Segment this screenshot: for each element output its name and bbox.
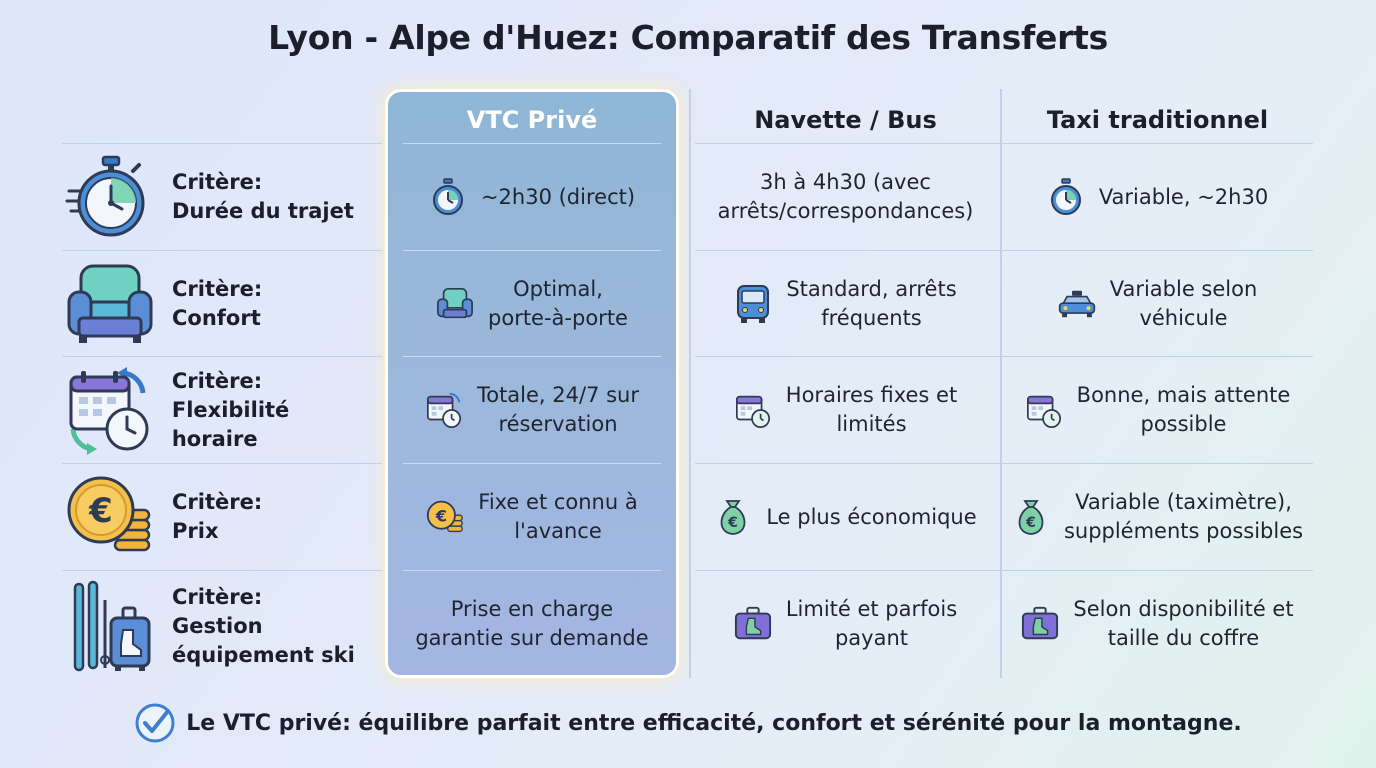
cell-text: Totale, 24/7 sur réservation: [476, 383, 640, 436]
ski-boot-suitcase-icon: [734, 605, 772, 643]
row-divider: [62, 463, 382, 464]
cell-vtc-flexibility: [388, 357, 676, 463]
cell-text: Fixe et connu à l'avance: [478, 490, 638, 543]
money-bag-icon: [1012, 498, 1050, 536]
svg-text:€: €: [1026, 515, 1036, 531]
cell-bus-ski: [691, 571, 1000, 677]
footer-summary: [0, 700, 1376, 746]
cell-text: Variable, ~2h30: [1098, 184, 1269, 209]
cell-text: Prise en charge garantie sur demande: [415, 597, 649, 650]
cell-text: 3h à 4h30 (avec arrêts/correspondances): [717, 170, 974, 223]
cell-vtc-price: [388, 464, 676, 570]
stopwatch-icon: [429, 178, 467, 216]
criterion-label: Critère: Gestion équipement ski: [172, 584, 355, 667]
euro-coins-icon: [426, 498, 464, 536]
criterion-duration: [62, 151, 382, 243]
cell-bus-comfort: [691, 251, 1000, 356]
cell-vtc-comfort: [388, 251, 676, 356]
column-header-bus: Navette / Bus: [754, 106, 937, 134]
criterion-label: Critère: Prix: [172, 490, 263, 543]
svg-text:€: €: [435, 506, 448, 526]
bus-icon: [734, 285, 772, 323]
taxi-icon: [1058, 285, 1096, 323]
money-bag-icon: [714, 498, 752, 536]
check-circle-icon: [134, 702, 176, 744]
row-divider: [62, 570, 382, 571]
criterion-comfort: [62, 258, 382, 350]
criterion-label: Critère: Flexibilité horaire: [171, 368, 290, 451]
cell-text: Selon disponibilité et taille du coffre: [1073, 597, 1294, 650]
cell-taxi-ski: [1002, 571, 1313, 677]
footer-text: Le VTC privé: équilibre parfait entre efficacité, confort et sérénité pour la montagne.: [186, 710, 1242, 736]
ski-luggage-icon: [62, 581, 158, 671]
column-header-vtc: VTC Privé: [466, 106, 598, 134]
svg-text:€: €: [89, 491, 113, 531]
cell-taxi-price: [1002, 464, 1313, 570]
criterion-label: Critère: Confort: [172, 277, 263, 330]
calendar-clock-icon: [1025, 391, 1063, 429]
armchair-icon: [62, 259, 158, 349]
cell-taxi-duration: [1002, 144, 1313, 250]
row-divider: [62, 250, 382, 251]
svg-text:€: €: [728, 515, 739, 531]
cell-taxi-comfort: [1002, 251, 1313, 356]
page-title: Lyon - Alpe d'Huez: Comparatif des Transferts: [268, 18, 1108, 57]
cell-bus-price: [691, 464, 1000, 570]
cell-text: Limité et parfois payant: [785, 597, 958, 650]
criterion-price: [62, 471, 382, 563]
armchair-icon: [436, 285, 474, 323]
cell-text: Optimal, porte-à-porte: [488, 276, 628, 330]
cell-text: Horaires fixes et limités: [785, 383, 958, 436]
cell-bus-flexibility: [691, 357, 1000, 463]
stopwatch-icon: [1047, 178, 1085, 216]
euro-coins-icon: [62, 472, 158, 562]
stopwatch-icon: [62, 152, 158, 242]
row-divider: [62, 143, 382, 144]
cell-text: Le plus économique: [766, 504, 977, 529]
cell-text: Standard, arrêts fréquents: [786, 276, 957, 330]
calendar-clock-icon: [734, 391, 772, 429]
cell-text: Bonne, mais attente possible: [1076, 383, 1291, 436]
calendar-clock-icon: [62, 365, 158, 455]
row-divider: [62, 356, 382, 357]
cell-vtc-duration: [388, 144, 676, 250]
criterion-label: Critère: Durée du trajet: [172, 170, 354, 223]
cell-text: ~2h30 (direct): [480, 184, 636, 209]
criterion-ski-equipment: [62, 578, 382, 674]
ski-boot-suitcase-icon: [1021, 605, 1059, 643]
cell-vtc-ski: [388, 571, 676, 677]
calendar-clock-icon: [425, 391, 463, 429]
cell-bus-duration: [691, 144, 1000, 250]
criterion-flexibility: [62, 364, 382, 456]
cell-taxi-flexibility: [1002, 357, 1313, 463]
column-header-taxi: Taxi traditionnel: [1046, 106, 1269, 134]
cell-text: Variable (taximètre), suppléments possibles: [1063, 490, 1304, 543]
cell-text: Variable selon véhicule: [1109, 276, 1258, 330]
